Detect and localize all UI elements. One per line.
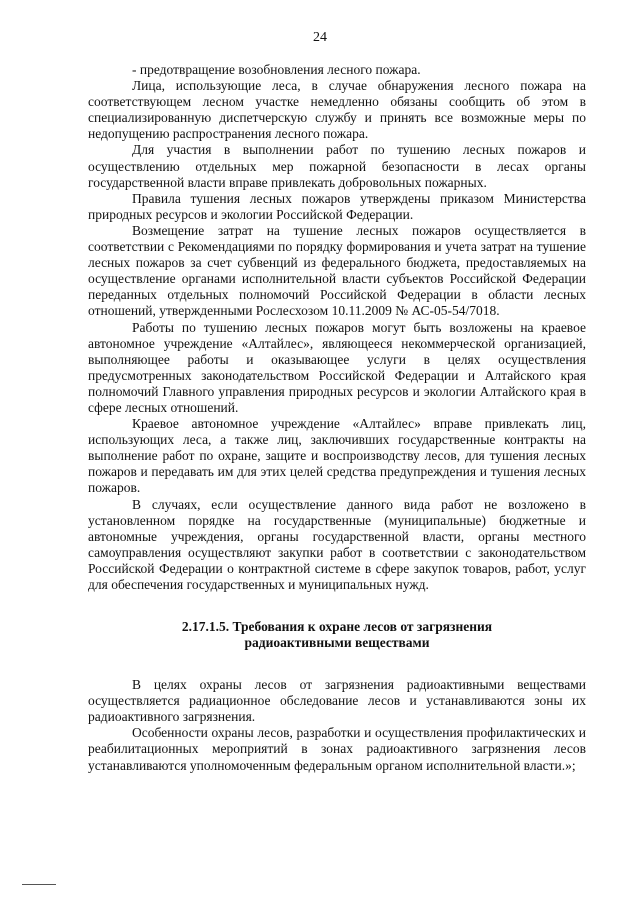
paragraph: В случаях, если осуществление данного вида работ не возложено в установленном порядке на государственные (муниципальные) бюджетные и автономные учреждения, органы государственной власти, органы местного самоуправления осуществляют закупки работ в соответствии с законодательством Российской Федерации о контрактной системе в сфере закупок товаров, работ, услуг для обеспечения государственных и муниципальных нужд. (88, 496, 586, 592)
section-heading-line: 2.17.1.5. Требования к охране лесов от загрязнения (181, 619, 493, 635)
paragraph: Лица, использующие леса, в случае обнаружения лесного пожара на соответствующем лесном участке немедленно обязаны сообщить об этом в специализированную диспетчерскую службу и принять все возможные меры по недопущению распространения лесного пожара. (88, 78, 586, 142)
paragraph: Для участия в выполнении работ по тушению лесных пожаров и осуществлению отдельных мер пожарной безопасности в лесах органы государственной власти вправе привлекать добровольных пожарных. (88, 142, 586, 190)
section-heading (88, 619, 586, 651)
paragraph: В целях охраны лесов от загрязнения радиоактивными веществами осуществляется радиационное обследование лесов и устанавливаются зоны их радиоактивного загрязнения. (88, 677, 586, 725)
paragraph: Особенности охраны лесов, разработки и осуществления профилактических и реабилитационных мероприятий в зонах радиоактивного загрязнения лесов устанавливаются уполномоченным федеральным органом исполнительной власти.»; (88, 725, 586, 773)
section-heading-line: радиоактивными веществами (244, 635, 430, 651)
document-body (88, 62, 586, 774)
footer-rule (22, 884, 56, 885)
paragraph: Правила тушения лесных пожаров утверждены приказом Министерства природных ресурсов и экологии Российской Федерации. (88, 190, 586, 222)
paragraph: Возмещение затрат на тушение лесных пожаров осуществляется в соответствии с Рекомендациями по порядку формирования и учета затрат на тушение лесных пожаров за счет субвенций из федерального бюджета, предоставляемых на осуществление органами исполнительной власти субъектов Российской Федерации переданных отдельных полномочий Российской Федерации в области лесных отношений, утвержденными Рослесхозом 10.11.2009 № АС-05-54/7018. (88, 222, 586, 319)
paragraph: Краевое автономное учреждение «Алтайлес» вправе привлекать лиц, использующих леса, а также лиц, заключивших государственные контракты на выполнение работ по охране, защите и воспроизводству лесов, для тушения лесных пожаров и передавать им для этих целей средства предупреждения и тушения лесных пожаров. (88, 416, 586, 496)
paragraph: - предотвращение возобновления лесного пожара. (132, 62, 421, 77)
paragraph: Работы по тушению лесных пожаров могут быть возложены на краевое автономное учреждение «Алтайлес», являющееся некоммерческой организацией, выполняющее работы и оказывающее услуги в целях осуществления предусмотренных законодательством Российской Федерации и Алтайского края полномочий Главного управления природных ресурсов и экологии Алтайского края в сфере лесных отношений. (88, 319, 586, 415)
page-number: 24 (313, 30, 327, 45)
